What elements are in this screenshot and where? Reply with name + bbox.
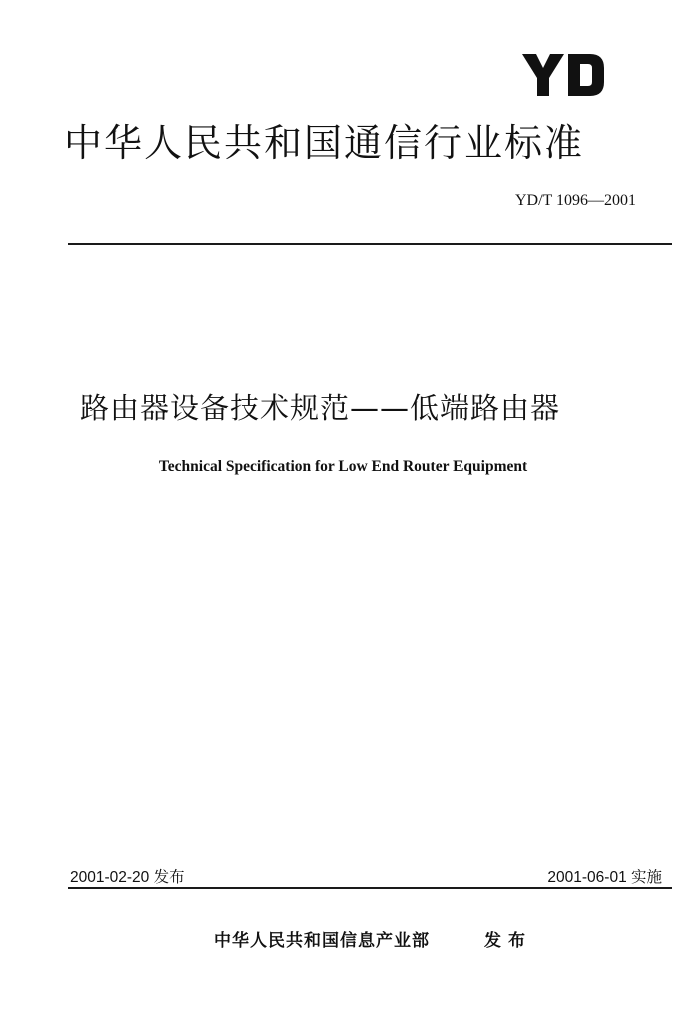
implementation-date: 2001-06-01 实施: [547, 869, 662, 886]
document-title-english: Technical Specification for Low End Router Equipment: [158, 458, 528, 475]
issue-date: 2001-02-20 发布: [70, 869, 185, 886]
yd-logo: [516, 50, 606, 100]
standard-number: YD/T 1096—2001: [514, 192, 636, 209]
publisher-name: 中华人民共和国信息产业部: [214, 931, 430, 951]
publish-label: 发布: [484, 931, 532, 951]
yd-logo-mark: [520, 52, 606, 98]
footer-divider: [68, 887, 672, 889]
document-title-chinese: 路由器设备技术规范——低端路由器: [80, 391, 561, 425]
standard-title: 中华人民共和国通信行业标准: [64, 121, 585, 165]
header-divider: [68, 243, 672, 245]
